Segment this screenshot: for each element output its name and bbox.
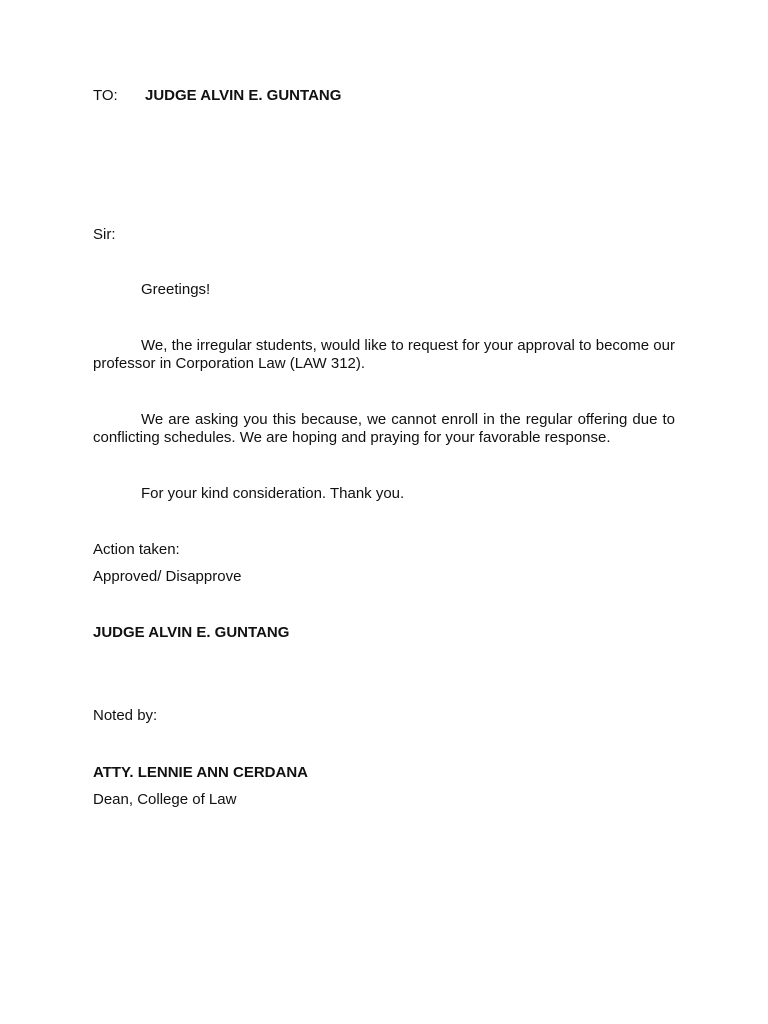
body-paragraph-2: We are asking you this because, we cannot enroll in the regular offering due to conflicting schedules. We are hoping and praying for your favorable response. bbox=[93, 411, 675, 446]
salutation: Sir: bbox=[93, 226, 116, 243]
noted-by-label: Noted by: bbox=[93, 707, 158, 724]
noted-by-title: Dean, College of Law bbox=[93, 791, 237, 808]
body-paragraph-1: We, the irregular students, would like to request for your approval to become our professor in Corporation Law (LAW 312). bbox=[93, 337, 675, 372]
recipient-line bbox=[93, 87, 341, 105]
closing-line: For your kind consideration. Thank you. bbox=[141, 485, 405, 502]
recipient-name: JUDGE ALVIN E. GUNTANG bbox=[145, 87, 342, 104]
noted-by-name: ATTY. LENNIE ANN CERDANA bbox=[93, 764, 309, 781]
action-options: Approved/ Disapprove bbox=[93, 568, 242, 585]
to-label: TO: bbox=[93, 87, 118, 104]
action-taken-label: Action taken: bbox=[93, 541, 180, 558]
approver-name: JUDGE ALVIN E. GUNTANG bbox=[93, 624, 290, 641]
greeting: Greetings! bbox=[141, 281, 211, 298]
